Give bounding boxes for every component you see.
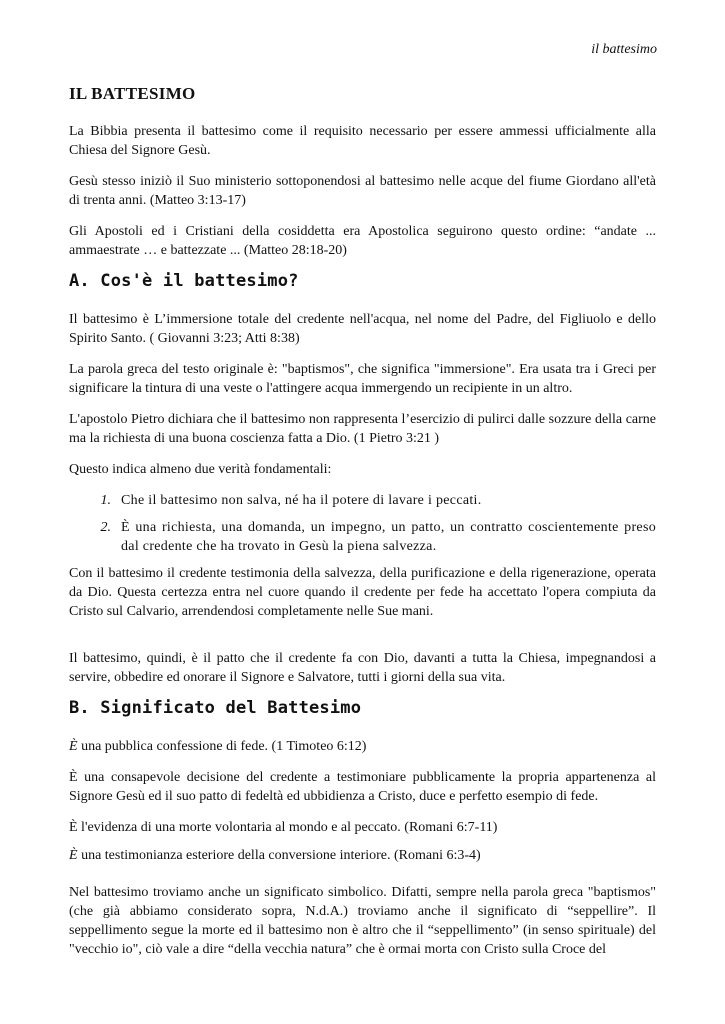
- section-b-item: [69, 737, 656, 756]
- item-lead: È: [69, 739, 78, 754]
- intro-paragraph: La Bibbia presenta il battesimo come il requisito necessario per essere ammessi ufficialmente alla Chiesa del Signore Gesù.: [69, 124, 656, 158]
- list-text: Che il battesimo non salva, né ha il potere di lavare i peccati.: [121, 493, 482, 508]
- section-b-item: [69, 846, 656, 865]
- running-header: il battesimo: [591, 42, 657, 57]
- paragraph-spacer: [69, 633, 656, 649]
- intro-paragraph: Gli Apostoli ed i Cristiani della cosiddetta era Apostolica seguirono questo ordine: “andate ... ammaestrate … e battezzate ... (Matteo 28:18-20): [69, 224, 656, 258]
- section-a-paragraph: L'apostolo Pietro dichiara che il battesimo non rappresenta l’esercizio di pulirci dalle sozzure della carne ma la richiesta di una buona coscienza fatta a Dio. (1 Pietro 3:21 ): [69, 412, 656, 446]
- item-lead: È: [69, 848, 78, 863]
- intro-paragraph: Gesù stesso iniziò il Suo ministerio sottoponendosi al battesimo nelle acque del fiume Giordano all'età di trenta anni. (Matteo 3:13-17): [69, 174, 656, 208]
- item-text: È una consapevole decisione del credente a testimoniare pubblicamente la propria appartenenza al Signore Gesù ed il suo patto di fedeltà ed ubbidienza a Cristo, duce e perfetto esempio di fede.: [69, 770, 656, 804]
- list-number: 1.: [100, 493, 111, 508]
- list-number: 2.: [100, 520, 111, 535]
- section-b-item: [69, 768, 656, 806]
- item-text: È l'evidenza di una morte volontaria al mondo e al peccato. (Romani 6:7-11): [69, 820, 498, 835]
- item-text: una pubblica confessione di fede. (1 Timoteo 6:12): [77, 739, 367, 754]
- section-a-paragraph: Con il battesimo il credente testimonia della salvezza, della purificazione e della rigenerazione, operata da Dio. Questa certezza entra nel cuore quando il credente per fede ha accettato l'opera compiuta da Cristo sul Calvario, arrendendosi completamente nelle Sue mani.: [69, 566, 656, 619]
- truths-list: [69, 491, 656, 556]
- section-a-paragraph: La parola greca del testo originale è: "baptismos", che significa "immersione". Era usata tra i Greci per significare la tintura di una veste o l'attingere acqua immergendo un recipiente in un altro.: [69, 362, 656, 396]
- section-b-heading: B. Significato del Battesimo: [69, 698, 362, 718]
- list-item: [69, 491, 656, 510]
- list-text: È una richiesta, una domanda, un impegno, un patto, un contratto coscientemente preso dal credente che ha trovato in Gesù la piena salvezza.: [121, 520, 656, 554]
- section-a-paragraph: Questo indica almeno due verità fondamentali:: [69, 462, 332, 477]
- section-b-item: [69, 818, 656, 837]
- section-a-paragraph: Il battesimo, quindi, è il patto che il credente fa con Dio, davanti a tutta la Chiesa, impegnandosi a servire, obbedire ed onorare il Signore e Salvatore, tutti i giorni della sua vita.: [69, 651, 656, 685]
- section-a-paragraph: Il battesimo è L’immersione totale del credente nell'acqua, nel nome del Padre, del Figliuolo e dello Spirito Santo. ( Giovanni 3:23; Atti 8:38): [69, 312, 656, 346]
- list-item: [69, 518, 656, 556]
- document-title: IL BATTESIMO: [69, 84, 196, 103]
- section-a-heading: A. Cos'è il battesimo?: [69, 271, 299, 291]
- document-body: [69, 84, 656, 971]
- closing-paragraph: Nel battesimo troviamo anche un significato simbolico. Difatti, sempre nella parola greca "baptismos" (che già abbiamo considerato sopra, N.d.A.) troviamo anche il significato di “seppellire”. Il seppellimento segue la morte ed il battesimo non è altro che il “seppellimento” (in senso spirituale) del "vecchio io", ciò vale a dire “della vecchia natura” che è ormai morta con Cristo sulla Croce del: [69, 885, 656, 957]
- item-text: una testimonianza esteriore della conversione interiore. (Romani 6:3-4): [77, 848, 481, 863]
